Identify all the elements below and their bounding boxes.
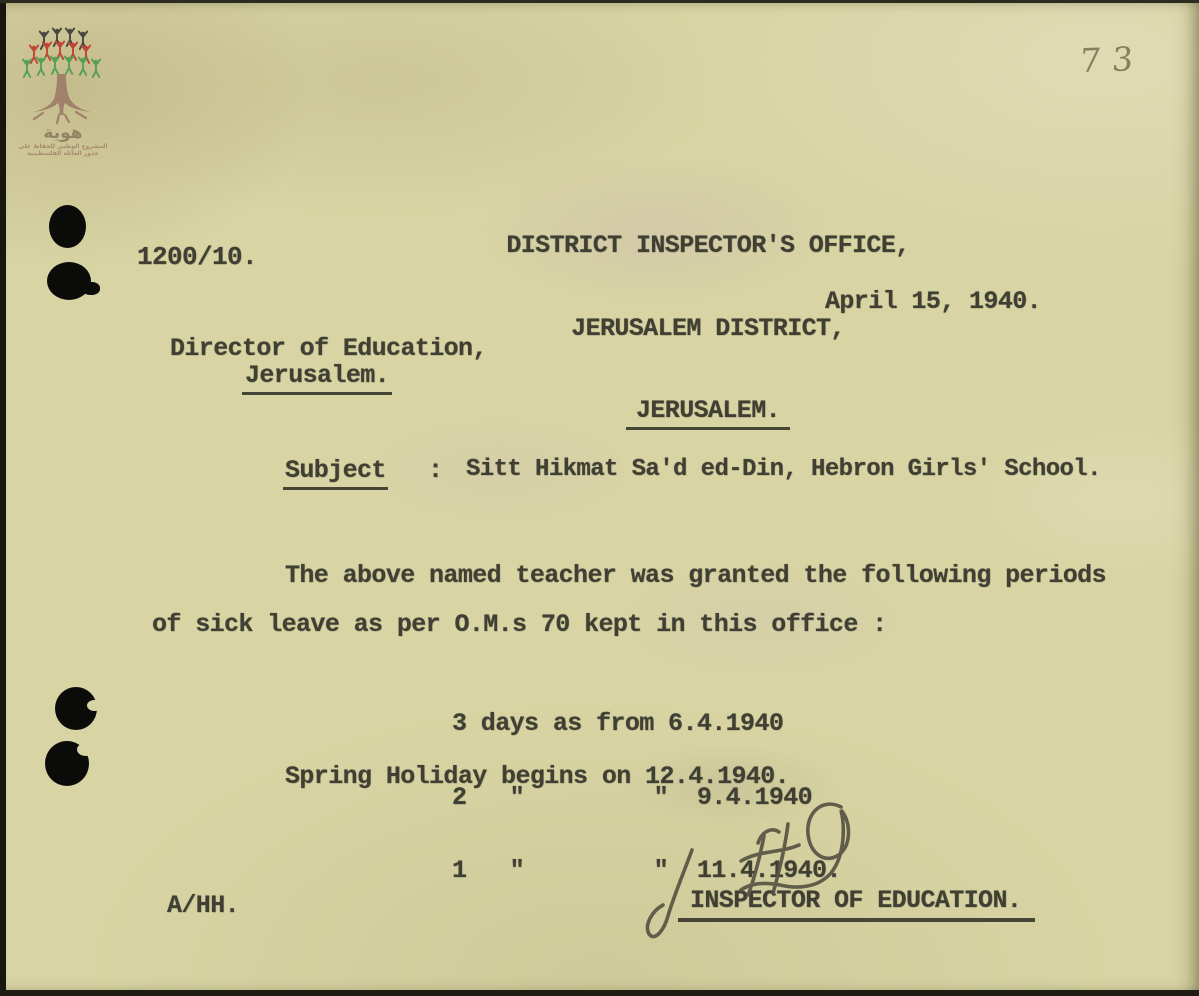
punch-hole <box>55 687 97 730</box>
reference-number: 1200/10. <box>137 242 258 272</box>
recipient-city-text: Jerusalem. <box>242 361 392 395</box>
handwritten-page-number: 73 <box>1078 38 1146 81</box>
subject-label: Subject <box>283 456 388 490</box>
letterhead-district: JERUSALEM DISTRICT, <box>571 313 845 343</box>
letterhead-city-text: JERUSALEM. <box>626 397 790 430</box>
body-paragraph-line2: of sick leave as per O.M.s 70 kept in this office : <box>152 610 887 639</box>
leave-period-row: 1 " " 11.4.1940. <box>452 856 841 885</box>
leave-period-row: 2 " " 9.4.1940 <box>452 782 813 812</box>
recipient-name: Director of Education, <box>170 334 487 363</box>
leave-period-row: 3 days as from 6.4.1940 <box>452 709 784 738</box>
logo-tagline-line1: المشروع الوطني للحفاظ على <box>18 143 108 150</box>
logo-wordmark-arabic: هوية <box>43 123 83 143</box>
punch-hole <box>47 262 91 300</box>
archive-logo <box>12 26 116 158</box>
signature-block <box>678 886 1035 922</box>
letterhead-city <box>468 397 948 430</box>
punch-hole <box>49 205 86 248</box>
punch-hole <box>45 741 89 786</box>
letterhead <box>468 177 948 485</box>
recipient-city <box>242 361 392 395</box>
letter-date: April 15, 1940. <box>825 287 1042 316</box>
typist-initials: A/HH. <box>167 891 240 920</box>
subject-separator: : <box>428 456 443 485</box>
scan-edge-left <box>0 0 6 996</box>
scan-edge-bottom <box>0 990 1199 996</box>
logo-tree-trunk <box>33 74 91 123</box>
subject-text: Sitt Hikmat Sa'd ed-Din, Hebron Girls' School. <box>466 456 1101 483</box>
subject-line <box>283 456 388 490</box>
scan-edge-top <box>0 0 1199 3</box>
letterhead-office: DISTRICT INSPECTOR'S OFFICE, <box>506 231 910 260</box>
signature-title: INSPECTOR OF EDUCATION. <box>678 886 1035 922</box>
body-paragraph-line1: The above named teacher was granted the following periods <box>285 561 1106 590</box>
holiday-note: Spring Holiday begins on 12.4.1940. <box>285 762 790 791</box>
logo-tagline-line2: جذور العائلة الفلسطينية <box>27 150 99 157</box>
